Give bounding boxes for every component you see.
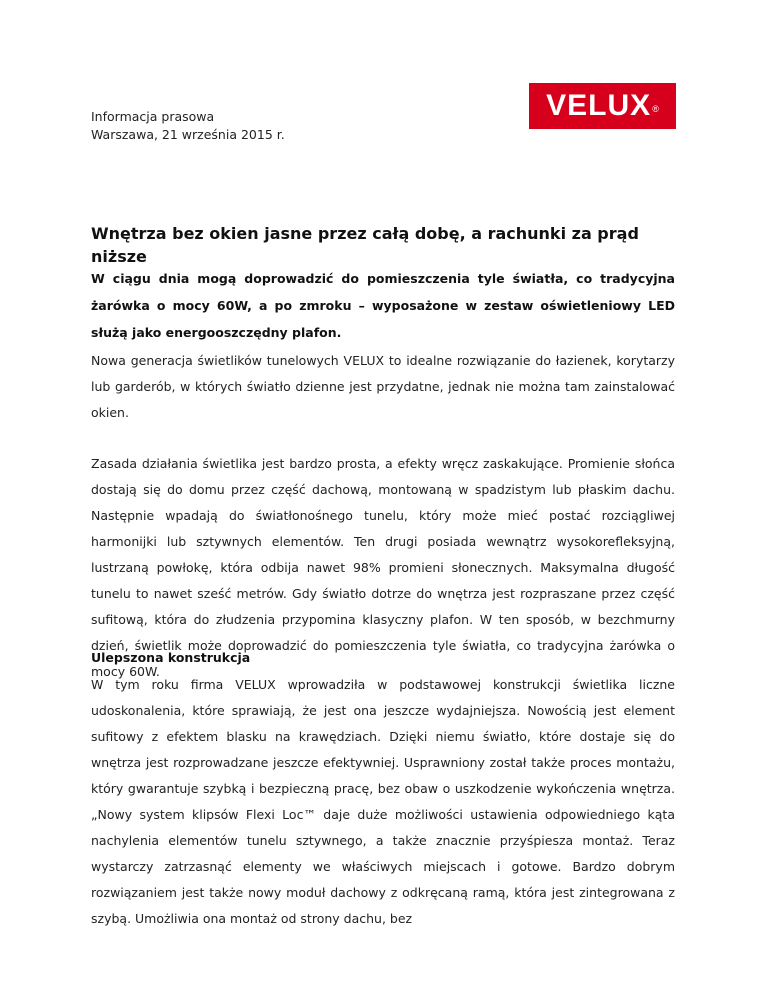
article-title: Wnętrza bez okien jasne przez całą dobę, a rachunki za prąd niższe [91, 224, 639, 266]
body-paragraph-3: W tym roku firma VELUX wprowadziła w podstawowej konstrukcji świetlika liczne udoskonalenia, które sprawiają, że jest ona jeszcze wydajniejsza. Nowością jest element sufitowy z efektem blasku na krawędziach. Dzięki niemu światło, które dostaje się do wnętrza jest rozprowadzane jeszcze efektywniej. Usprawniony został także proces montażu, który gwarantuje szybką i bezpieczną pracę, bez obaw o uszkodzenie wykończenia wnętrza. „Nowy system klipsów Flexi Loc™ daje duże możliwości ustawienia odpowiedniego kąta nachylenia elementów tunelu sztywnego, a także znacznie przyśpiesza montaż. Teraz wystarczy zatrzasnąć elementy we właściwych miejscach i gotowe. Bardzo dobrym rozwiązaniem jest także nowy moduł dachowy z odkręcaną ramą, która jest zintegrowana z szybą. Umożliwia ona montaż od strony dachu, bez [91, 677, 675, 926]
lead-paragraph: W ciągu dnia mogą doprowadzić do pomieszczenia tyle światła, co tradycyjna żarówka o mocy 60W, a po zmroku – wyposażone w zestaw oświetleniowy LED służą jako energooszczędny plafon. [91, 271, 675, 340]
press-header [91, 108, 285, 144]
registered-mark: ® [652, 104, 659, 114]
body-paragraph-1: Nowa generacja świetlików tunelowych VELUX to idealne rozwiązanie do łazienek, korytarzy lub garderób, w których światło dzienne jest przydatne, jednak nie można tam zainstalować okien. [91, 353, 675, 420]
section-subheading: Ulepszona konstrukcja [91, 650, 251, 665]
logo-text: VELUX [546, 89, 652, 122]
body-paragraph-2: Zasada działania świetlika jest bardzo prosta, a efekty wręcz zaskakujące. Promienie słońca dostają się do domu przez część dachową, montowaną w spadzistym lub płaskim dachu. Następnie wpadają do światłonośnego tunelu, który może mieć postać rozciągliwej harmonijki lub sztywnych elementów. Ten drugi posiada wewnątrz wysokorefleksyjną, lustrzaną powłokę, która odbija nawet 98% promieni słonecznych. Maksymalna długość tunelu to nawet sześć metrów. Gdy światło dotrze do wnętrza jest rozpraszane przez część sufitową, która do złudzenia przypomina klasyczny plafon. W ten sposób, w bezchmurny dzień, świetlik może doprowadzić do pomieszczenia tyle światła, co tradycyjna żarówka o mocy 60W. [91, 456, 675, 679]
press-label: Informacja prasowa [91, 109, 215, 124]
velux-logo [529, 83, 676, 129]
dateline: Warszawa, 21 września 2015 r. [91, 127, 285, 142]
